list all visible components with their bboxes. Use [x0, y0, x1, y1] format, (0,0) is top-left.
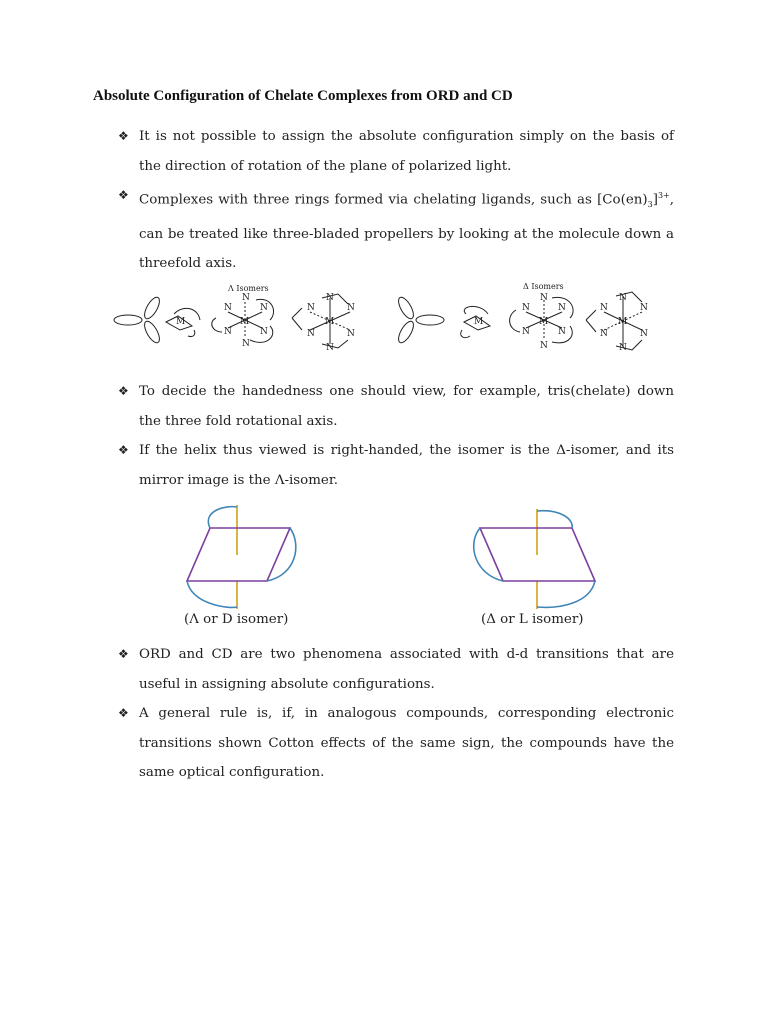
bullet-text: A general rule is, if, in analogous compounds, corresponding electronic transitions shown Cotton effects of the same sign, the compounds have the same optical configuration.	[139, 706, 674, 781]
lambda-helix-diagram	[187, 505, 296, 609]
formula-subscript: 3	[647, 200, 653, 210]
bullet-text: can be treated like three-bladed propellers by looking at the molecule down a threefold axis.	[139, 226, 674, 272]
lambda-octahedral-diagram-2	[292, 294, 350, 348]
atom-label-nitrogen: N	[600, 329, 608, 339]
atom-label-nitrogen: N	[640, 329, 648, 339]
figure-caption-delta: (Δ or L isomer)	[481, 612, 584, 627]
atom-label-nitrogen: N	[619, 343, 627, 353]
delta-propeller-diagram	[396, 295, 444, 345]
bullet-item	[118, 181, 674, 279]
atom-label-nitrogen: N	[540, 341, 548, 351]
delta-helix-diagram	[474, 509, 595, 609]
atom-label-nitrogen: N	[260, 327, 268, 337]
atom-label-metal: M	[618, 317, 628, 327]
bullet-text: ORD and CD are two phenomena associated with d-d transitions that are useful in assigning absolute configurations.	[139, 647, 674, 692]
delta-isomers-label: Δ Isomers	[523, 282, 564, 291]
bullet-text: It is not possible to assign the absolute configuration simply on the basis of the direction of rotation of the plane of polarized light.	[139, 129, 674, 174]
bullet-marker: ❖	[118, 647, 129, 661]
bullet-marker: ❖	[118, 188, 129, 202]
atom-label-nitrogen: N	[522, 327, 530, 337]
atom-label-nitrogen: N	[558, 303, 566, 313]
atom-label-nitrogen: N	[307, 303, 315, 313]
atom-label-nitrogen: N	[600, 303, 608, 313]
atom-label-nitrogen: N	[242, 293, 250, 303]
atom-label-metal: M	[474, 317, 484, 327]
bullet-item	[118, 640, 674, 699]
atom-label-metal: M	[176, 317, 186, 327]
delta-octahedral-diagram-2	[586, 292, 642, 350]
atom-label-nitrogen: N	[242, 339, 250, 349]
atom-label-nitrogen: N	[307, 329, 315, 339]
atom-label-metal: M	[240, 317, 250, 327]
atom-label-nitrogen: N	[558, 327, 566, 337]
atom-label-metal: M	[325, 317, 335, 327]
atom-label-nitrogen: N	[347, 303, 355, 313]
bullet-item	[118, 436, 674, 495]
bullet-item	[118, 377, 674, 436]
lambda-propeller-diagram	[114, 295, 162, 345]
atom-label-nitrogen: N	[640, 303, 648, 313]
bullet-text: If the helix thus viewed is right-handed, the isomer is the Δ-isomer, and its mirror image is the Λ-isomer.	[139, 443, 674, 488]
lambda-isomers-label: Λ Isomers	[228, 284, 269, 293]
atom-label-nitrogen: N	[224, 303, 232, 313]
bullet-marker: ❖	[118, 443, 129, 457]
bullet-text-lead: Complexes with three rings formed via chelating ligands, such as [Co(en)	[139, 192, 648, 208]
atom-label-nitrogen: N	[540, 293, 548, 303]
parallelogram-left	[187, 528, 290, 581]
helix-diagrams	[180, 505, 610, 615]
atom-label-nitrogen: N	[224, 327, 232, 337]
bullet-text-tail: ,	[669, 192, 674, 208]
bullet-text: To decide the handedness one should view, for example, tris(chelate) down the three fold rotational axis.	[139, 384, 674, 429]
atom-label-nitrogen: N	[619, 293, 627, 303]
isomer-structures-figure	[108, 290, 688, 352]
bullet-marker: ❖	[118, 129, 129, 143]
figure-caption-lambda: (Λ or D isomer)	[184, 612, 289, 627]
atom-label-metal: M	[539, 317, 549, 327]
bullet-item	[118, 699, 674, 788]
atom-label-nitrogen: N	[326, 293, 334, 303]
atom-label-nitrogen: N	[347, 329, 355, 339]
bullet-text-formula: Complexes with three rings formed via chelating ligands, such as $[Co(en)_3]^{3+}$,	[139, 191, 674, 210]
formula-superscript: 3+	[657, 191, 670, 200]
atom-label-nitrogen: N	[522, 303, 530, 313]
atom-label-nitrogen: N	[260, 303, 268, 313]
atom-label-nitrogen: N	[326, 343, 334, 353]
bullet-item	[118, 122, 674, 181]
page-title: Absolute Configuration of Chelate Complexes from ORD and CD	[93, 88, 513, 104]
bullet-marker: ❖	[118, 706, 129, 720]
bullet-marker: ❖	[118, 384, 129, 398]
